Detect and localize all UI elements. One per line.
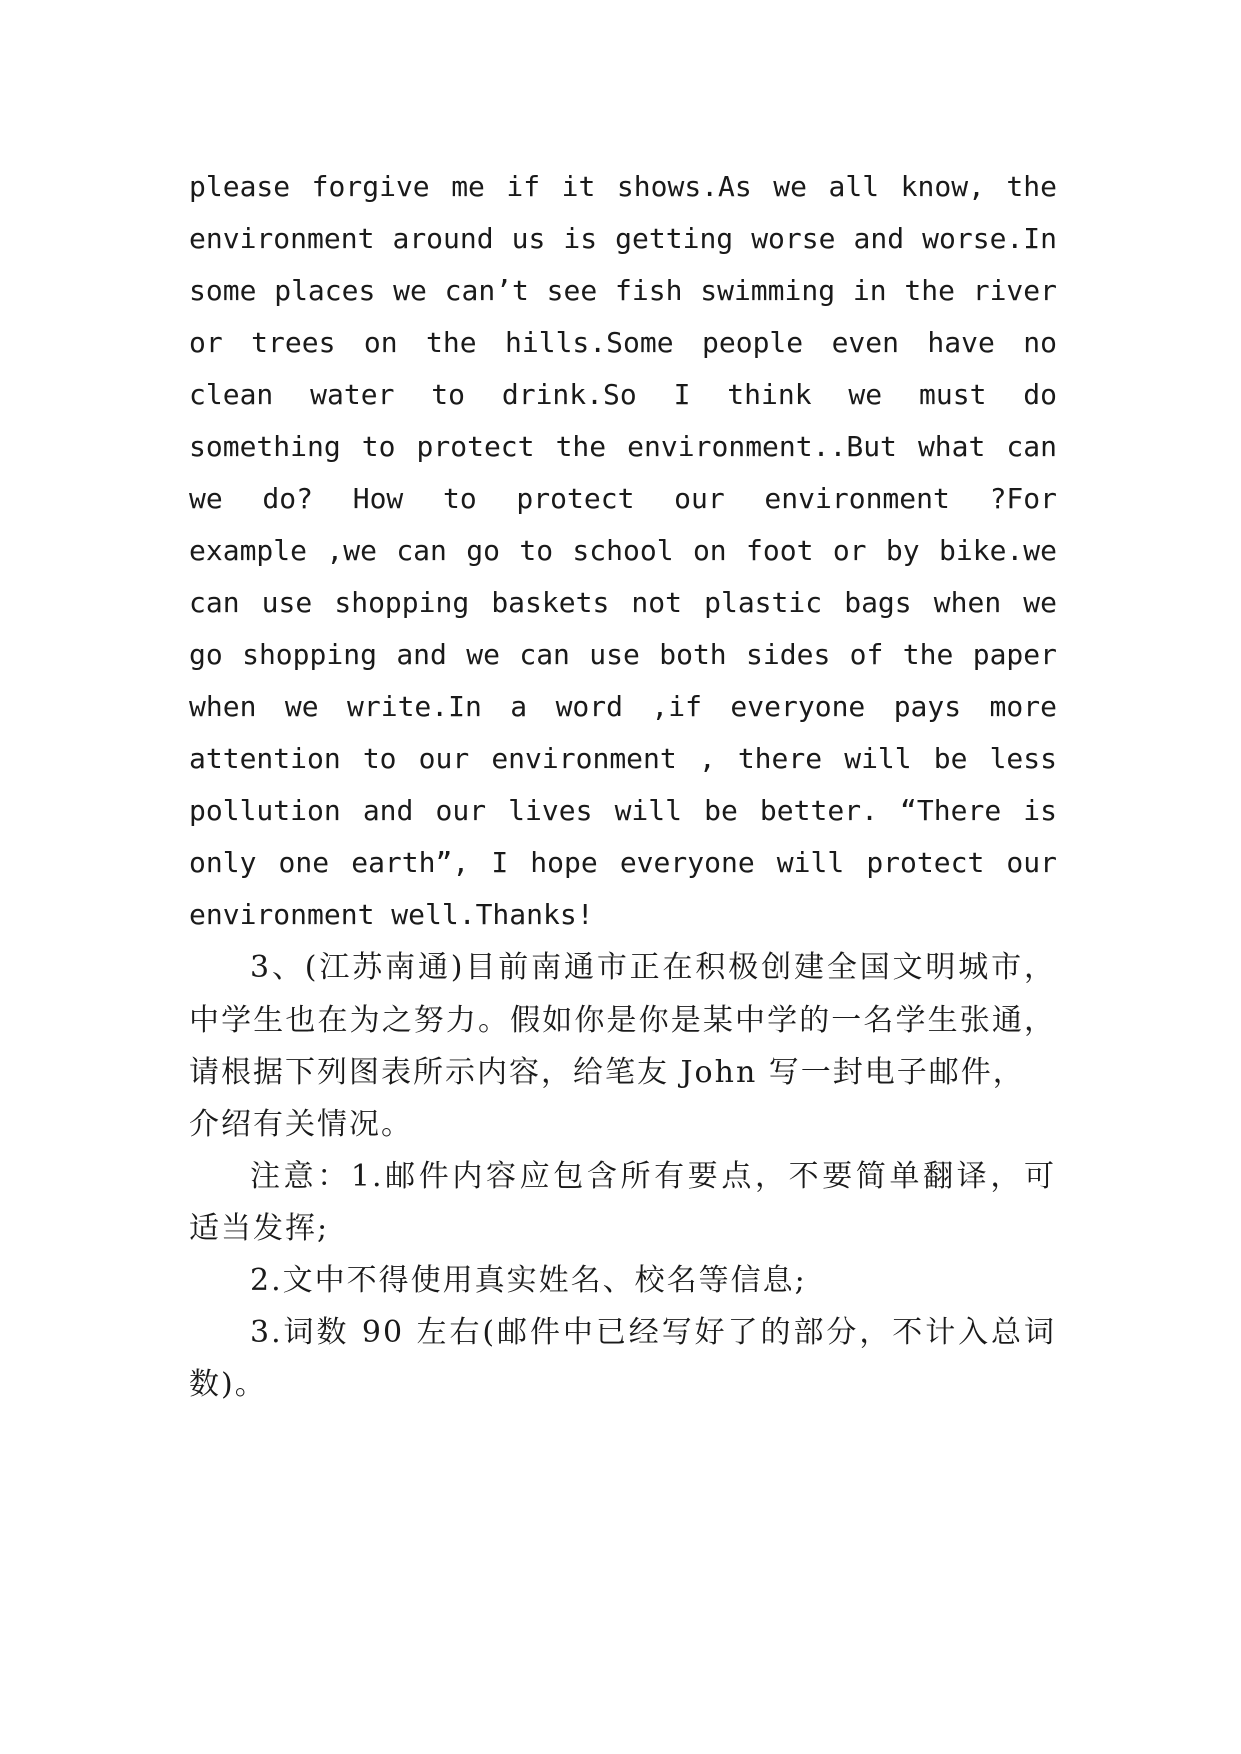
essay-line-7: we do? How to protect our environment ?For	[189, 482, 1057, 515]
essay-line-12: attention to our environment , there will be less	[189, 742, 1057, 775]
essay-line-3: some places we can’t see fish swimming in the river	[189, 274, 1057, 307]
essay-line-8: example ,we can go to school on foot or by bike.we	[189, 534, 1057, 567]
question3-line-1: 3、(江苏南通)目前南通市正在积极创建全国文明城市，	[250, 950, 1056, 985]
question3-line-3: 请根据下列图表所示内容，给笔友 John 写一封电子邮件，	[189, 1055, 1025, 1090]
essay-line-6: something to protect the environment..But what can	[189, 430, 1057, 463]
note-1-line-2: 适当发挥;	[189, 1211, 330, 1246]
essay-line-13: pollution and our lives will be better. “There is	[189, 794, 1057, 827]
question3-line-4: 介绍有关情况。	[189, 1107, 413, 1142]
essay-line-11: when we write.In a word ,if everyone pays more	[189, 690, 1057, 723]
essay-line-4: or trees on the hills.Some people even have no	[189, 326, 1057, 359]
essay-line-10: go shopping and we can use both sides of the paper	[189, 638, 1057, 671]
essay-line-15: environment well.Thanks!	[189, 898, 594, 931]
essay-line-1: please forgive me if it shows.As we all know, the	[189, 170, 1057, 203]
note-2: 2.文中不得使用真实姓名、校名等信息;	[250, 1263, 807, 1298]
essay-line-14: only one earth”, I hope everyone will protect our	[189, 846, 1057, 879]
note-3-line-2: 数)。	[189, 1367, 267, 1402]
note-1-line-1: 注意：1.邮件内容应包含所有要点，不要简单翻译，可	[250, 1159, 1056, 1194]
essay-line-9: can use shopping baskets not plastic bags when we	[189, 586, 1057, 619]
question3-line-2: 中学生也在为之努力。假如你是你是某中学的一名学生张通，	[189, 1003, 1056, 1038]
note-3-line-1: 3.词数 90 左右(邮件中已经写好了的部分，不计入总词	[250, 1315, 1056, 1350]
essay-line-2: environment around us is getting worse and worse.In	[189, 222, 1057, 255]
essay-line-5: clean water to drink.So I think we must do	[189, 378, 1057, 411]
